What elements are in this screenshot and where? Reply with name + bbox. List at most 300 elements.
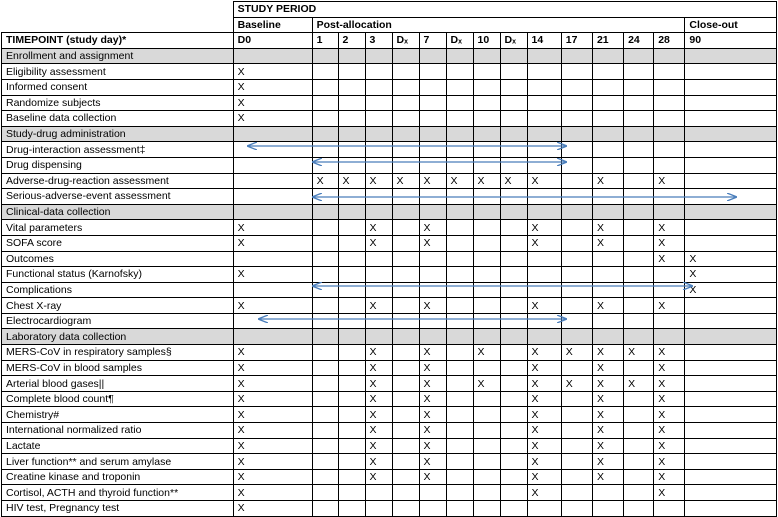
row-label: Arterial blood gases|| [2, 376, 234, 392]
schedule-mark: X [624, 345, 654, 361]
schedule-cell [446, 220, 473, 236]
schedule-cell [312, 313, 338, 329]
schedule-cell [624, 267, 654, 283]
schedule-mark: X [419, 376, 446, 392]
schedule-cell [624, 235, 654, 251]
schedule-mark: X [365, 407, 392, 423]
schedule-cell [685, 376, 777, 392]
schedule-cell [685, 95, 777, 111]
schedule-cell [446, 407, 473, 423]
schedule-cell [446, 501, 473, 517]
schedule-cell [365, 485, 392, 501]
schedule-mark: X [233, 95, 312, 111]
schedule-cell [473, 235, 500, 251]
row-label: Liver function** and serum amylase [2, 454, 234, 470]
schedule-cell [446, 282, 473, 298]
schedule-cell [685, 423, 777, 439]
schedule-cell [500, 423, 527, 439]
schedule-mark: X [419, 220, 446, 236]
row-label: MERS-CoV in blood samples [2, 360, 234, 376]
schedule-cell [624, 251, 654, 267]
schedule-cell [473, 360, 500, 376]
schedule-cell [446, 64, 473, 80]
schedule-mark: X [419, 438, 446, 454]
schedule-cell [312, 142, 338, 158]
table-row [2, 313, 777, 329]
schedule-cell [365, 142, 392, 158]
schedule-mark: X [592, 235, 623, 251]
schedule-cell [561, 313, 592, 329]
table-row [2, 157, 777, 173]
timepoint-label: TIMEPOINT (study day)* [2, 33, 234, 49]
schedule-mark: X [654, 438, 685, 454]
schedule-cell [392, 157, 419, 173]
schedule-cell [233, 189, 312, 205]
row-label: Drug dispensing [2, 157, 234, 173]
schedule-mark: X [592, 173, 623, 189]
row-label: Drug-interaction assessment‡ [2, 142, 234, 158]
section-cell [365, 329, 392, 345]
schedule-mark: X [654, 235, 685, 251]
schedule-table [1, 1, 777, 517]
section-cell [527, 204, 561, 220]
schedule-cell [624, 391, 654, 407]
schedule-cell [392, 485, 419, 501]
schedule-cell [500, 142, 527, 158]
table-row [2, 360, 777, 376]
schedule-cell [338, 111, 365, 127]
schedule-cell [500, 267, 527, 283]
schedule-mark: X [419, 423, 446, 439]
section-cell [654, 329, 685, 345]
schedule-mark: X [419, 235, 446, 251]
schedule-cell [446, 313, 473, 329]
schedule-mark: X [419, 360, 446, 376]
schedule-cell [527, 267, 561, 283]
schedule-cell [473, 157, 500, 173]
schedule-cell [500, 220, 527, 236]
schedule-mark: X [592, 298, 623, 314]
schedule-mark: X [233, 235, 312, 251]
schedule-cell [338, 235, 365, 251]
schedule-mark: X [233, 64, 312, 80]
schedule-cell [312, 376, 338, 392]
schedule-cell [685, 79, 777, 95]
schedule-cell [561, 501, 592, 517]
schedule-cell [365, 189, 392, 205]
section-cell [654, 204, 685, 220]
schedule-cell [592, 64, 623, 80]
schedule-mark: X [685, 267, 777, 283]
section-title: Clinical-data collection [2, 204, 234, 220]
schedule-cell [561, 64, 592, 80]
schedule-cell [624, 64, 654, 80]
schedule-cell [338, 501, 365, 517]
schedule-cell [338, 376, 365, 392]
section-cell [527, 126, 561, 142]
schedule-mark: X [527, 423, 561, 439]
schedule-cell [654, 111, 685, 127]
schedule-cell [561, 142, 592, 158]
section-cell [233, 329, 312, 345]
schedule-cell [312, 251, 338, 267]
schedule-mark: X [527, 469, 561, 485]
schedule-mark: X [527, 345, 561, 361]
schedule-cell [592, 282, 623, 298]
table-row [2, 454, 777, 470]
post-allocation-header: Post-allocation [312, 17, 685, 33]
schedule-cell [685, 501, 777, 517]
schedule-cell [473, 142, 500, 158]
schedule-cell [392, 376, 419, 392]
schedule-cell [685, 407, 777, 423]
schedule-cell [624, 485, 654, 501]
schedule-mark: X [527, 220, 561, 236]
schedule-mark: X [527, 454, 561, 470]
schedule-cell [233, 313, 312, 329]
schedule-cell [233, 142, 312, 158]
schedule-cell [419, 501, 446, 517]
schedule-cell [500, 501, 527, 517]
section-cell [527, 48, 561, 64]
schedule-cell [338, 251, 365, 267]
schedule-cell [527, 95, 561, 111]
schedule-cell [561, 95, 592, 111]
schedule-mark: X [654, 360, 685, 376]
schedule-cell [685, 157, 777, 173]
schedule-mark: X [233, 376, 312, 392]
schedule-cell [365, 95, 392, 111]
table-row [2, 251, 777, 267]
schedule-cell [392, 313, 419, 329]
schedule-cell [312, 235, 338, 251]
schedule-cell [338, 423, 365, 439]
schedule-cell [561, 391, 592, 407]
schedule-cell [446, 79, 473, 95]
section-row [2, 204, 777, 220]
section-cell [685, 204, 777, 220]
schedule-cell [419, 111, 446, 127]
section-cell [365, 126, 392, 142]
schedule-cell [338, 267, 365, 283]
schedule-cell [624, 173, 654, 189]
section-cell [365, 48, 392, 64]
table-row [2, 64, 777, 80]
timepoint-0: D0 [233, 33, 312, 49]
section-cell [312, 48, 338, 64]
section-cell [500, 126, 527, 142]
close-out-header: Close-out [685, 17, 777, 33]
section-cell [365, 204, 392, 220]
schedule-cell [446, 438, 473, 454]
schedule-mark: X [527, 407, 561, 423]
schedule-mark: X [527, 235, 561, 251]
schedule-cell [473, 189, 500, 205]
schedule-cell [392, 111, 419, 127]
schedule-cell [527, 142, 561, 158]
timepoint-2: 2 [338, 33, 365, 49]
schedule-mark: X [592, 391, 623, 407]
section-cell [561, 48, 592, 64]
schedule-cell [561, 79, 592, 95]
schedule-mark: X [592, 345, 623, 361]
schedule-cell [500, 111, 527, 127]
schedule-cell [624, 189, 654, 205]
timepoint-8: Dₓ [500, 33, 527, 49]
schedule-cell [527, 501, 561, 517]
schedule-cell [338, 407, 365, 423]
schedule-cell [500, 313, 527, 329]
schedule-cell [312, 438, 338, 454]
schedule-cell [624, 79, 654, 95]
section-cell [419, 48, 446, 64]
schedule-cell [338, 282, 365, 298]
table-row [2, 79, 777, 95]
section-cell [473, 48, 500, 64]
schedule-cell [419, 313, 446, 329]
schedule-cell [419, 142, 446, 158]
schedule-cell [392, 423, 419, 439]
row-label: Vital parameters [2, 220, 234, 236]
schedule-mark: X [685, 251, 777, 267]
schedule-mark: X [527, 298, 561, 314]
table-row [2, 142, 777, 158]
section-row [2, 126, 777, 142]
schedule-cell [685, 220, 777, 236]
section-cell [473, 329, 500, 345]
schedule-cell [685, 64, 777, 80]
schedule-mark: X [592, 360, 623, 376]
schedule-mark: X [527, 391, 561, 407]
table-row [2, 235, 777, 251]
section-cell [654, 126, 685, 142]
schedule-cell [419, 79, 446, 95]
schedule-mark: X [365, 220, 392, 236]
row-label: Electrocardiogram [2, 313, 234, 329]
section-cell [561, 204, 592, 220]
schedule-cell [685, 313, 777, 329]
timepoint-6: Dₓ [446, 33, 473, 49]
schedule-mark: X [527, 485, 561, 501]
schedule-cell [233, 157, 312, 173]
schedule-cell [592, 157, 623, 173]
section-cell [338, 329, 365, 345]
schedule-cell [685, 345, 777, 361]
schedule-cell [312, 454, 338, 470]
schedule-cell [338, 298, 365, 314]
schedule-mark: X [654, 251, 685, 267]
schedule-cell [365, 251, 392, 267]
section-cell [624, 204, 654, 220]
schedule-cell [561, 173, 592, 189]
schedule-cell [392, 142, 419, 158]
timepoint-4: Dₓ [392, 33, 419, 49]
schedule-cell [685, 173, 777, 189]
schedule-cell [312, 111, 338, 127]
schedule-cell [654, 313, 685, 329]
row-label: Functional status (Karnofsky) [2, 267, 234, 283]
schedule-cell [561, 251, 592, 267]
schedule-cell [624, 501, 654, 517]
schedule-mark: X [527, 438, 561, 454]
schedule-cell [312, 220, 338, 236]
timepoint-12: 24 [624, 33, 654, 49]
timepoint-13: 28 [654, 33, 685, 49]
schedule-cell [624, 454, 654, 470]
row-label: Complete blood count¶ [2, 391, 234, 407]
schedule-cell [365, 267, 392, 283]
schedule-cell [624, 95, 654, 111]
schedule-cell [392, 64, 419, 80]
schedule-mark: X [592, 407, 623, 423]
schedule-cell [312, 267, 338, 283]
schedule-cell [446, 485, 473, 501]
schedule-cell [312, 407, 338, 423]
schedule-mark: X [654, 376, 685, 392]
schedule-cell [592, 485, 623, 501]
schedule-cell [561, 111, 592, 127]
schedule-mark: X [233, 501, 312, 517]
schedule-mark: X [365, 454, 392, 470]
schedule-cell [685, 235, 777, 251]
row-label: Baseline data collection [2, 111, 234, 127]
schedule-cell [312, 64, 338, 80]
schedule-mark: X [592, 376, 623, 392]
schedule-mark: X [365, 298, 392, 314]
schedule-cell [561, 485, 592, 501]
schedule-cell [654, 267, 685, 283]
schedule-mark: X [365, 423, 392, 439]
schedule-cell [654, 282, 685, 298]
schedule-cell [624, 423, 654, 439]
schedule-mark: X [654, 485, 685, 501]
schedule-cell [419, 485, 446, 501]
schedule-cell [392, 454, 419, 470]
schedule-cell [685, 111, 777, 127]
schedule-cell [654, 501, 685, 517]
schedule-cell [338, 95, 365, 111]
timepoint-1: 1 [312, 33, 338, 49]
schedule-cell [561, 454, 592, 470]
schedule-mark: X [561, 376, 592, 392]
schedule-cell [473, 501, 500, 517]
section-title: Study-drug administration [2, 126, 234, 142]
schedule-mark: X [419, 345, 446, 361]
schedule-cell [624, 360, 654, 376]
schedule-cell [338, 313, 365, 329]
schedule-cell [500, 407, 527, 423]
corner-blank-2 [2, 17, 234, 33]
schedule-cell [473, 298, 500, 314]
section-cell [500, 204, 527, 220]
section-cell [500, 329, 527, 345]
schedule-cell [392, 438, 419, 454]
schedule-cell [312, 360, 338, 376]
section-cell [685, 126, 777, 142]
schedule-cell [392, 220, 419, 236]
section-cell [392, 204, 419, 220]
section-cell [561, 329, 592, 345]
schedule-cell [624, 220, 654, 236]
schedule-cell [624, 142, 654, 158]
schedule-cell [312, 391, 338, 407]
timepoint-11: 21 [592, 33, 623, 49]
schedule-cell [500, 251, 527, 267]
schedule-cell [392, 251, 419, 267]
schedule-cell [312, 345, 338, 361]
schedule-cell [561, 282, 592, 298]
schedule-mark: X [446, 173, 473, 189]
schedule-cell [561, 189, 592, 205]
schedule-mark: X [592, 469, 623, 485]
table-row [2, 469, 777, 485]
section-cell [592, 329, 623, 345]
schedule-cell [473, 267, 500, 283]
schedule-mark: X [419, 454, 446, 470]
section-cell [624, 48, 654, 64]
section-cell [473, 126, 500, 142]
table-row [2, 282, 777, 298]
section-cell [338, 126, 365, 142]
schedule-cell [446, 298, 473, 314]
section-title: Enrollment and assignment [2, 48, 234, 64]
schedule-cell [473, 111, 500, 127]
schedule-cell [592, 267, 623, 283]
schedule-cell [527, 251, 561, 267]
schedule-mark: X [233, 220, 312, 236]
row-label: Outcomes [2, 251, 234, 267]
schedule-cell [500, 95, 527, 111]
schedule-mark: X [654, 391, 685, 407]
schedule-mark: X [654, 298, 685, 314]
schedule-cell [446, 360, 473, 376]
schedule-cell [446, 454, 473, 470]
schedule-mark: X [561, 345, 592, 361]
schedule-cell [338, 345, 365, 361]
schedule-cell [561, 438, 592, 454]
schedule-mark: X [592, 438, 623, 454]
schedule-cell [500, 282, 527, 298]
row-label: Eligibility assessment [2, 64, 234, 80]
schedule-cell [500, 485, 527, 501]
schedule-cell [592, 111, 623, 127]
schedule-cell [500, 360, 527, 376]
schedule-cell [312, 282, 338, 298]
section-cell [419, 329, 446, 345]
schedule-cell [446, 251, 473, 267]
schedule-cell [338, 360, 365, 376]
section-cell [338, 48, 365, 64]
timepoint-5: 7 [419, 33, 446, 49]
schedule-cell [527, 79, 561, 95]
schedule-cell [561, 469, 592, 485]
section-cell [446, 329, 473, 345]
schedule-cell [561, 298, 592, 314]
schedule-cell [473, 454, 500, 470]
schedule-cell [338, 79, 365, 95]
schedule-cell [654, 157, 685, 173]
schedule-cell [624, 469, 654, 485]
schedule-mark: X [654, 173, 685, 189]
schedule-cell [473, 251, 500, 267]
schedule-cell [561, 235, 592, 251]
schedule-cell [527, 313, 561, 329]
section-cell [654, 48, 685, 64]
row-label: Adverse-drug-reaction assessment [2, 173, 234, 189]
schedule-cell [419, 282, 446, 298]
row-label: Chemistry# [2, 407, 234, 423]
schedule-cell [392, 189, 419, 205]
